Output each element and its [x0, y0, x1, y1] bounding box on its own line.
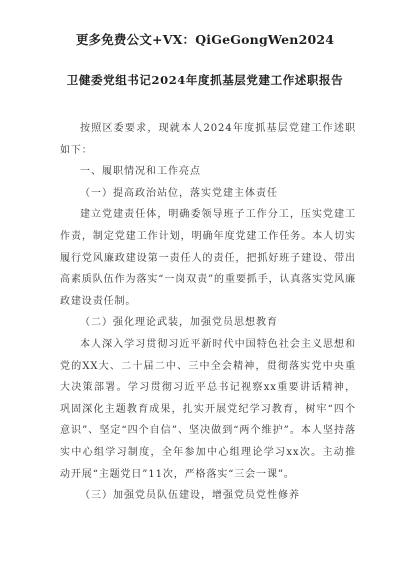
- promo-banner: 更多免费公文+VX：QiGeGongWen2024: [75, 32, 335, 47]
- subsection-heading-1: （一）提高政治站位，落实党建主体责任: [80, 187, 278, 199]
- body-paragraph-2: 本人深入学习贯彻习近平新时代中国特色社会主义思想和党的XX大、二十届二中、三中全会精神，贯彻落实党中央重大决策部署。学习贯彻习近平总书记视察xx重要讲话精神，巩固深化主题教育成果，扎实开展党纪学习教育，树牢“四个意识”、坚定“四个自信”、坚决做到“两个维护”。本人坚持落实中心组学习制度，全年参加中心组理论学习xx次。主动推动开展“主题党日”11次，严格落实“三会一课”。: [60, 338, 356, 480]
- subsection-heading-3: （三）加强党员队伍建设，增强党员党性修养: [80, 490, 300, 502]
- document-body: [60, 118, 356, 507]
- intro-paragraph: 按照区委要求，现就本人2024年度抓基层党建工作述职如下：: [60, 123, 356, 156]
- body-paragraph-1: 建立党建责任体，明确委领导班子工作分工，压实党建工作责，制定党建工作计划，明确年度党建工作任务。本人切实履行党风廉政建设第一责任人的责任，把抓好班子建设、带出高素质队伍作为落实“一岗双责”的重要抓手，认真落实党风廉政建设责任制。: [60, 209, 356, 307]
- section-heading-1: 一、履职情况和工作亮点: [80, 166, 201, 178]
- document-title: 卫健委党组书记2024年度抓基层党建工作述职报告: [66, 73, 344, 87]
- subsection-heading-2: （二）强化理论武装，加强党员思想教育: [80, 317, 278, 329]
